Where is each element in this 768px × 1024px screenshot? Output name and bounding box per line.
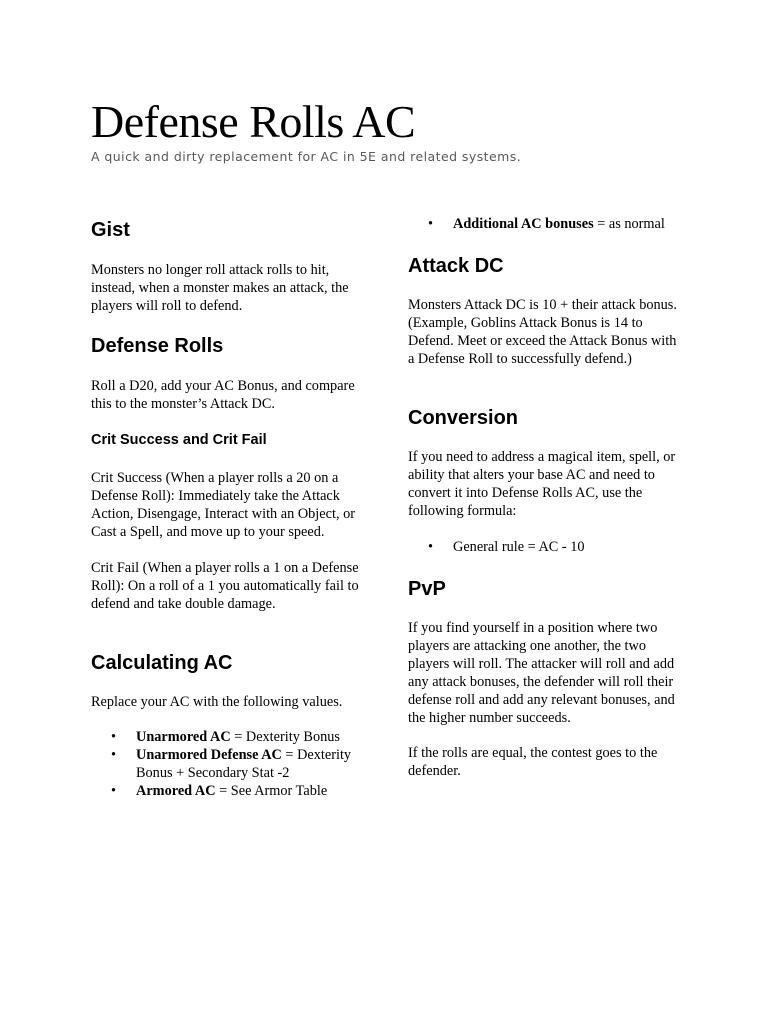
list-item-term: Armored AC [136, 783, 216, 799]
additional-bonus-list [408, 215, 688, 233]
list-item-text: General rule = AC - 10 [453, 539, 585, 555]
list-item [91, 728, 371, 746]
document-title: Defense Rolls AC [91, 96, 416, 147]
conversion-rule-list [408, 538, 688, 556]
crit-fail-paragraph: Crit Fail (When a player rolls a 1 on a Defense Roll): On a roll of a 1 you automatically fail to defend and take double damage. [91, 560, 359, 612]
crit-success-paragraph: Crit Success (When a player rolls a 20 on a Defense Roll): Immediately take the Attack Action, Disengage, Interact with an Object, or Cast a Spell, and move up to your speed. [91, 470, 356, 540]
list-item-text: = See Armor Table [215, 783, 328, 799]
list-item-text: = as normal [593, 216, 665, 232]
defense-rolls-paragraph: Roll a D20, add your AC Bonus, and compare this to the monster’s Attack DC. [91, 378, 355, 412]
conversion-paragraph: If you need to address a magical item, spell, or ability that alters your base AC and need to convert it into Defense Rolls AC, use the following formula: [408, 449, 676, 519]
list-item-term: Unarmored AC [136, 729, 231, 745]
list-item-term: Unarmored Defense AC [136, 747, 282, 763]
heading-gist: Gist [91, 219, 130, 241]
list-item [408, 215, 688, 233]
heading-defense-rolls: Defense Rolls [91, 335, 224, 357]
gist-paragraph: Monsters no longer roll attack rolls to hit, instead, when a monster makes an attack, the players will roll to defend. [91, 262, 349, 314]
pvp-paragraph: If you find yourself in a position where two players are attacking one another, the two players will roll. The attacker will roll and add any attack bonuses, the defender will roll their defense roll and add any relevant bonuses, and the higher number succeeds. [408, 620, 675, 726]
heading-conversion: Conversion [408, 407, 519, 429]
list-item-text: = Dexterity Bonus [230, 729, 340, 745]
attack-dc-paragraph: Monsters Attack DC is 10 + their attack bonus. (Example, Goblins Attack Bonus is 14 to Defend. Meet or exceed the Attack Bonus with a Defense Roll to successfully defend.) [408, 297, 677, 367]
heading-calculating-ac: Calculating AC [91, 652, 233, 674]
list-item-text: = Dexterity Bonus + Secondary Stat -2 [136, 747, 352, 781]
ac-values-list [91, 728, 371, 800]
list-item-term: Additional AC bonuses [453, 216, 594, 232]
list-item [408, 538, 688, 556]
document-subtitle: A quick and dirty replacement for AC in 5E and related systems. [91, 149, 522, 164]
heading-pvp: PvP [408, 578, 446, 600]
list-item [91, 782, 371, 800]
calculating-paragraph: Replace your AC with the following values. [91, 694, 343, 710]
pvp-tie-paragraph: If the rolls are equal, the contest goes to the defender. [408, 745, 658, 779]
list-item [91, 746, 371, 782]
heading-attack-dc: Attack DC [408, 255, 504, 277]
heading-crit: Crit Success and Crit Fail [91, 432, 267, 448]
